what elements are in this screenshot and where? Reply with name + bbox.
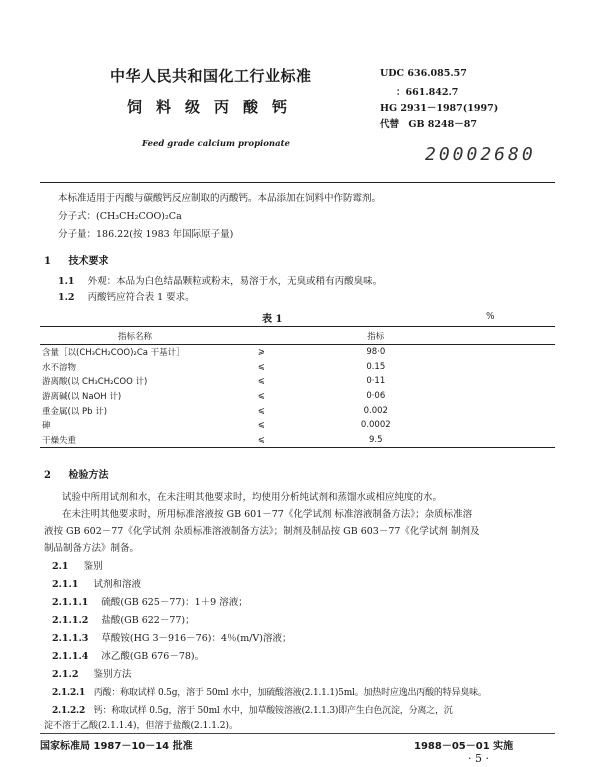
row-operator: ⩽ xyxy=(257,391,265,402)
header-indicator-name: 指标名称 xyxy=(40,327,276,345)
reagent-text: 冰乙酸(GB 676－78)。 xyxy=(101,651,205,662)
clause-number: 1.1 xyxy=(58,276,75,287)
section-title: 技术要求 xyxy=(68,256,109,267)
row-name: 砷 xyxy=(42,421,51,432)
formula-value: (CH₃CH₂COO)₂Ca xyxy=(96,211,182,222)
table-header-row xyxy=(40,327,555,345)
footer-divider xyxy=(40,733,555,734)
row-name: 游离酸(以 CH₃CH₂COO 计) xyxy=(42,377,148,388)
clause-text: 外观：本品为白色结晶颗粒或粉末，易溶于水，无臭或稍有丙酸臭味。 xyxy=(87,276,383,287)
row-operator: ⩽ xyxy=(257,405,265,416)
standards-paragraph-line-1: 在未注明其他要求时，所用标准溶液按 GB 601－77《化学试剂 标准溶液制备方法》；杂质标准溶 xyxy=(62,509,473,520)
replaces-line xyxy=(380,116,477,130)
clause-2-1-2 xyxy=(52,668,132,682)
english-title: Feed grade calcium propionate xyxy=(142,139,290,149)
document-number-stamp: 20002680 xyxy=(425,144,536,165)
clause-number: 2.1.2 xyxy=(52,669,79,680)
reagent-number: 2.1.1.2 xyxy=(52,615,89,626)
row-name: 水不溶物 xyxy=(42,362,77,373)
row-name: 重金属(以 Pb 计) xyxy=(42,406,108,417)
scope-paragraph: 本标准适用于丙酸与碳酸钙反应制取的丙酸钙。本品添加在饲料中作防霉剂。 xyxy=(58,193,382,204)
weight-label: 分子量： xyxy=(58,229,97,240)
table-row xyxy=(40,389,555,404)
clause-2-1-1 xyxy=(52,578,141,592)
clause-1-1 xyxy=(58,275,382,289)
reagent-text: 草酸铵(HG 3－916－76)：4％(m/V)溶液； xyxy=(101,633,292,644)
row-name: 含量［以(CH₃CH₂COO)₂Ca 干基计］ xyxy=(42,348,185,359)
reagent-text: 硫酸(GB 625－77)：1＋9 溶液； xyxy=(101,597,248,608)
general-paragraph: 试验中所用试剂和水，在未注明其他要求时，均使用分析纯试剂和蒸馏水或相应纯度的水。 xyxy=(62,492,443,503)
section-number: 1 xyxy=(44,256,51,267)
standard-category-title: 中华人民共和国化工行业标准 xyxy=(110,67,312,85)
header-divider xyxy=(40,182,555,183)
clause-title: 鉴别方法 xyxy=(93,669,132,680)
section-1-heading xyxy=(44,252,108,267)
udc-code-continued: ：661.842.7 xyxy=(396,87,459,98)
row-name: 干燥失重 xyxy=(40,433,182,448)
row-value: 0·06 xyxy=(366,391,386,402)
method-text: 钙：称取试样 0.5g，溶于 50ml 水中，加草酸铵溶液(2.1.1.3)即产生白色沉淀，分离之，沉 xyxy=(93,706,453,716)
clause-number: 2.1.1 xyxy=(52,579,79,590)
section-2-heading xyxy=(44,466,108,481)
specification-table xyxy=(40,326,555,448)
method-propionic xyxy=(52,686,487,700)
replaces-label: 代替 xyxy=(380,119,400,130)
reagent-number: 2.1.1.4 xyxy=(52,651,89,662)
method-number: 2.1.2.1 xyxy=(52,688,86,698)
table-row xyxy=(40,360,555,375)
header-indicator-value: 指标 xyxy=(276,327,475,345)
section-title: 检验方法 xyxy=(68,470,109,481)
section-number: 2 xyxy=(44,470,51,481)
method-text: 丙酸：称取试样 0.5g，溶于 50ml 水中，加硫酸溶液(2.1.1.1)5ml。加热时应逸出丙酸的特异臭味。 xyxy=(93,688,487,698)
row-operator: ⩽ xyxy=(257,376,265,387)
clause-number: 1.2 xyxy=(58,292,75,303)
row-operator: ⩾ xyxy=(257,347,265,358)
clause-2-1 xyxy=(52,560,103,574)
table-title: 表 1 xyxy=(262,314,283,325)
table-row xyxy=(40,403,555,418)
clause-1-2 xyxy=(58,291,195,305)
row-value: 0.15 xyxy=(366,361,386,372)
row-value: 0.0002 xyxy=(360,420,391,431)
standard-number: HG 2931－1987(1997) xyxy=(380,103,499,114)
reagent-text: 盐酸(GB 622－77)； xyxy=(101,615,195,626)
approval-line: 国家标准局 1987－10－14 批准 xyxy=(40,741,193,752)
document-title: 饲料级丙酸钙 xyxy=(127,98,302,116)
table-row xyxy=(40,374,555,389)
replaces-number: GB 8248－87 xyxy=(408,119,477,130)
table-row xyxy=(40,433,555,448)
row-operator: ⩽ xyxy=(257,361,265,372)
clause-text: 丙酸钙应符合表 1 要求。 xyxy=(87,292,195,303)
table-unit: % xyxy=(486,312,495,322)
implementation-line: 1988－05－01 实施 xyxy=(414,741,514,752)
reagent-item xyxy=(52,614,195,628)
row-value: 0·11 xyxy=(366,376,386,387)
row-operator: ⩽ xyxy=(257,420,265,431)
standards-paragraph-line-2: 液按 GB 602－77《化学试剂 杂质标准溶液制备方法》；制剂及制品按 GB 603－77《化学试剂 制剂及 xyxy=(44,526,480,537)
reagent-item xyxy=(52,596,248,610)
reagent-item xyxy=(52,632,292,646)
page-number: · 5 · xyxy=(468,752,489,765)
method-calcium-continued: 淀不溶于乙酸(2.1.1.4)，但溶于盐酸(2.1.1.2)。 xyxy=(44,721,239,731)
table-row xyxy=(40,418,555,433)
row-value: 9.5 xyxy=(276,433,475,448)
row-name: 游离碱(以 NaOH 计) xyxy=(42,392,122,403)
method-calcium xyxy=(52,704,453,718)
molecular-weight-line xyxy=(58,228,233,242)
weight-value: 186.22(按 1983 年国际原子量) xyxy=(96,229,234,240)
method-number: 2.1.2.2 xyxy=(52,706,86,716)
row-operator: ⩽ xyxy=(246,433,276,448)
clause-number: 2.1 xyxy=(52,561,69,572)
reagent-number: 2.1.1.3 xyxy=(52,633,89,644)
row-value: 98·0 xyxy=(366,347,386,358)
udc-code: UDC 636.085.57 xyxy=(380,68,467,79)
table-row xyxy=(40,345,555,360)
reagent-item xyxy=(52,650,204,664)
formula-label: 分子式： xyxy=(58,211,97,222)
formula-line xyxy=(58,210,182,224)
row-value: 0.002 xyxy=(363,405,388,416)
clause-title: 鉴别 xyxy=(83,561,103,572)
reagent-number: 2.1.1.1 xyxy=(52,597,89,608)
standards-paragraph-line-3: 制品制备方法》制备。 xyxy=(44,543,140,554)
clause-title: 试剂和溶液 xyxy=(93,579,141,590)
